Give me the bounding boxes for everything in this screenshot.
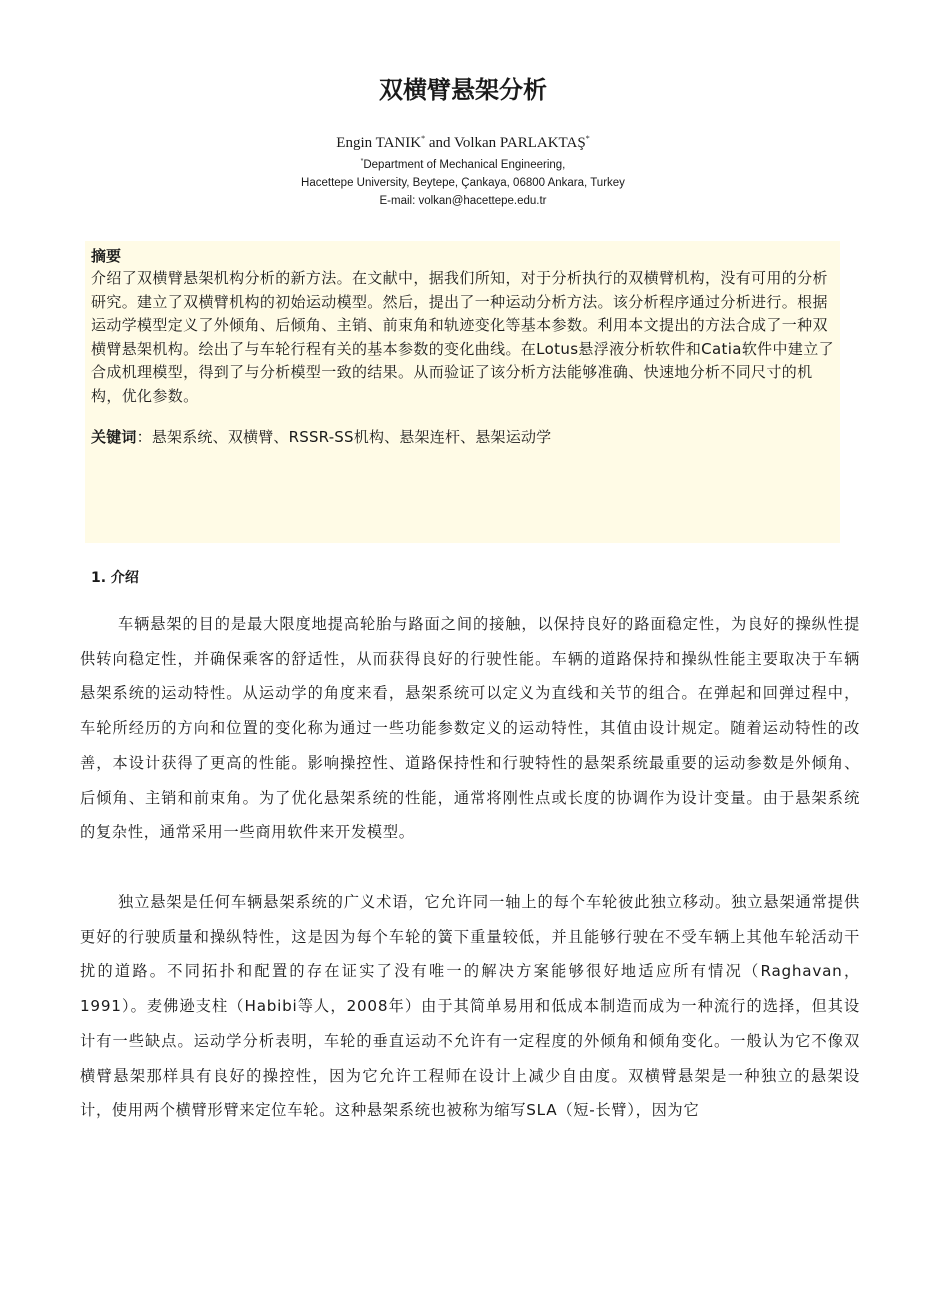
keywords-line <box>91 426 834 448</box>
author-conjunction: and <box>425 135 454 151</box>
abstract-box <box>85 241 840 543</box>
author-1-mark: * <box>421 134 426 143</box>
affiliation-mark: * <box>360 158 364 165</box>
author-2: Volkan PARLAKTAŞ <box>453 135 586 151</box>
affiliation-email: E-mail: volkan@hacettepe.edu.tr <box>379 195 547 207</box>
paper-title: 双横臂悬架分析 <box>379 76 547 104</box>
affiliation-line-1 <box>0 158 926 171</box>
keywords-list: 悬架系统、双横臂、RSSR-SS机构、悬架连杆、悬架运动学 <box>151 428 552 446</box>
keywords-separator: ： <box>136 428 152 446</box>
author-2-mark: * <box>585 134 590 143</box>
author-line <box>0 134 926 152</box>
intro-paragraph-2: 独立悬架是任何车辆悬架系统的广义术语，它允许同一轴上的每个车轮彼此独立移动。独立悬架通常提供更好的行驶质量和操纵特性，这是因为每个车轮的簧下重量较低，并且能够行驶在不受车辆上其他车轮活动干扰的道路。不同拓扑和配置的存在证实了没有唯一的解决方案能够很好地适应所有情况（Raghavan，1991）。麦佛逊支柱（Habibi等人，2008年）由于其简单易用和低成本制造而成为一种流行的选择，但其设计有一些缺点。运动学分析表明，车轮的垂直运动不允许有一定程度的外倾角和倾角变化。一般认为它不像双横臂悬架那样具有良好的操控性，因为它允许工程师在设计上减少自由度。双横臂悬架是一种独立的悬架设计，使用两个横臂形臂来定位车轮。这种悬架系统也被称为缩写SLA（短-长臂），因为它 <box>80 893 860 1120</box>
author-1: Engin TANIK <box>336 135 422 151</box>
affiliation-department: Department of Mechanical Engineering, <box>363 158 566 171</box>
affiliation-line-2: Hacettepe University, Beytepe, Çankaya, 06800 Ankara, Turkey <box>301 177 625 189</box>
abstract-heading: 摘要 <box>91 247 122 265</box>
keywords-label: 关键词 <box>91 428 137 446</box>
section-heading-introduction: 1. 介绍 <box>91 570 139 586</box>
abstract-text: 介绍了双横臂悬架机构分析的新方法。在文献中，据我们所知，对于分析执行的双横臂机构，没有可用的分析研究。建立了双横臂机构的初始运动模型。然后，提出了一种运动分析方法。该分析程序通过分析进行。根据运动学模型定义了外倾角、后倾角、主销、前束角和轨迹变化等基本参数。利用本文提出的方法合成了一种双横臂悬架机构。绘出了与车轮行程有关的基本参数的变化曲线。在Lotus悬浮液分析软件和Catia软件中建立了合成机理模型，得到了与分析模型一致的结果。从而验证了该分析方法能够准确、快速地分析不同尺寸的机构，优化参数。 <box>91 269 834 405</box>
intro-paragraph-1: 车辆悬架的目的是最大限度地提高轮胎与路面之间的接触，以保持良好的路面稳定性，为良好的操纵性提供转向稳定性，并确保乘客的舒适性，从而获得良好的行驶性能。车辆的道路保持和操纵性能主要取决于车辆悬架系统的运动特性。从运动学的角度来看，悬架系统可以定义为直线和关节的组合。在弹起和回弹过程中，车轮所经历的方向和位置的变化称为通过一些功能参数定义的运动特性，其值由设计规定。随着运动特性的改善，本设计获得了更高的性能。影响操控性、道路保持性和行驶特性的悬架系统最重要的运动参数是外倾角、后倾角、主销和前束角。为了优化悬架系统的性能，通常将刚性点或长度的协调作为设计变量。由于悬架系统的复杂性，通常采用一些商用软件来开发模型。 <box>80 615 860 842</box>
